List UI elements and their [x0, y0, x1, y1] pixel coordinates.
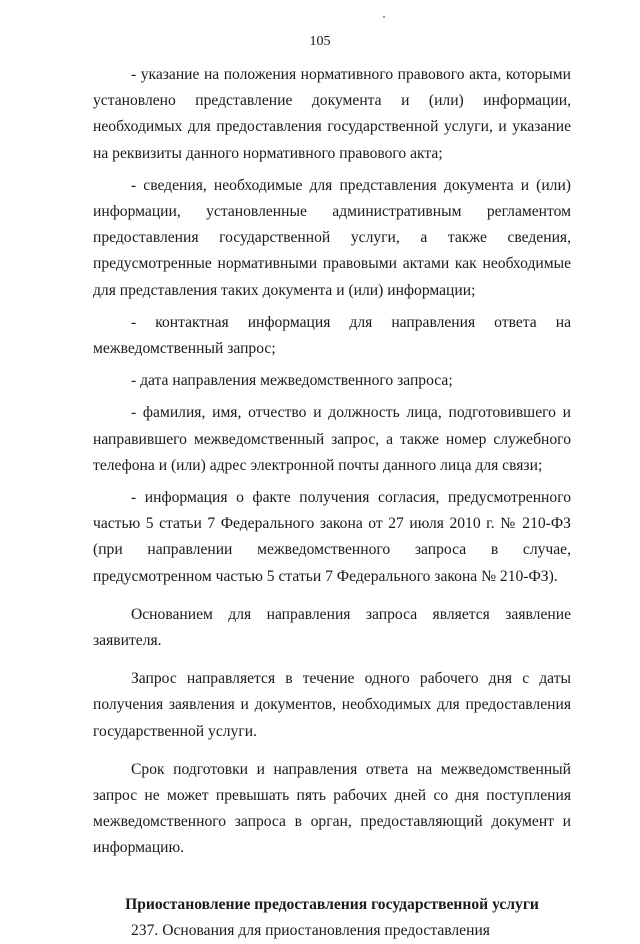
page-number: 105 [309, 34, 331, 49]
paragraph-1: - указание на положения нормативного правового акта, которыми установлено представление документа и (или) информации, необходимых для предоставления государственной услуги, и указание на реквизиты данного нормативного правового акта; [93, 66, 571, 162]
paragraph-2: - сведения, необходимые для представления документа и (или) информации, установленные административным регламентом предоставления государственной услуги, а также сведения, предусмотренные нормативными правовыми актами как необходимые для представления таких документа и (или) информации; [93, 176, 571, 299]
numbered-item-237: 237. Основания для приостановления предоставления [131, 921, 490, 939]
paragraph-9: Срок подготовки и направления ответа на межведомственный запрос не может превышать пять рабочих дней со дня поступления межведомственного запроса в орган, предоставляющий документ и информацию. [93, 760, 571, 857]
scan-dot [383, 16, 385, 18]
page-body [93, 62, 571, 944]
paragraph-6: - информация о факте получения согласия, предусмотренного частью 5 статьи 7 Федерального закона от 27 июля 2010 г. № 210-ФЗ (при направлении межведомственного запроса в случае, предусмотренном частью 5 статьи 7 Федерального закона № 210-ФЗ). [93, 489, 571, 585]
paragraph-5: - фамилия, имя, отчество и должность лица, подготовившего и направившего межведомственный запрос, а также номер служебного телефона и (или) адрес электронной почты данного лица для связи; [93, 404, 571, 474]
paragraph-7: Основанием для направления запроса является заявление заявителя. [93, 605, 571, 650]
section-heading: Приостановление предоставления государственной услуги [125, 895, 539, 913]
paragraph-8: Запрос направляется в течение одного рабочего дня с даты получения заявления и документов, необходимых для предоставления государственной услуги. [93, 670, 571, 740]
paragraph-4: - дата направления межведомственного запроса; [131, 372, 453, 390]
paragraph-3: - контактная информация для направления ответа на межведомственный запрос; [93, 313, 571, 358]
